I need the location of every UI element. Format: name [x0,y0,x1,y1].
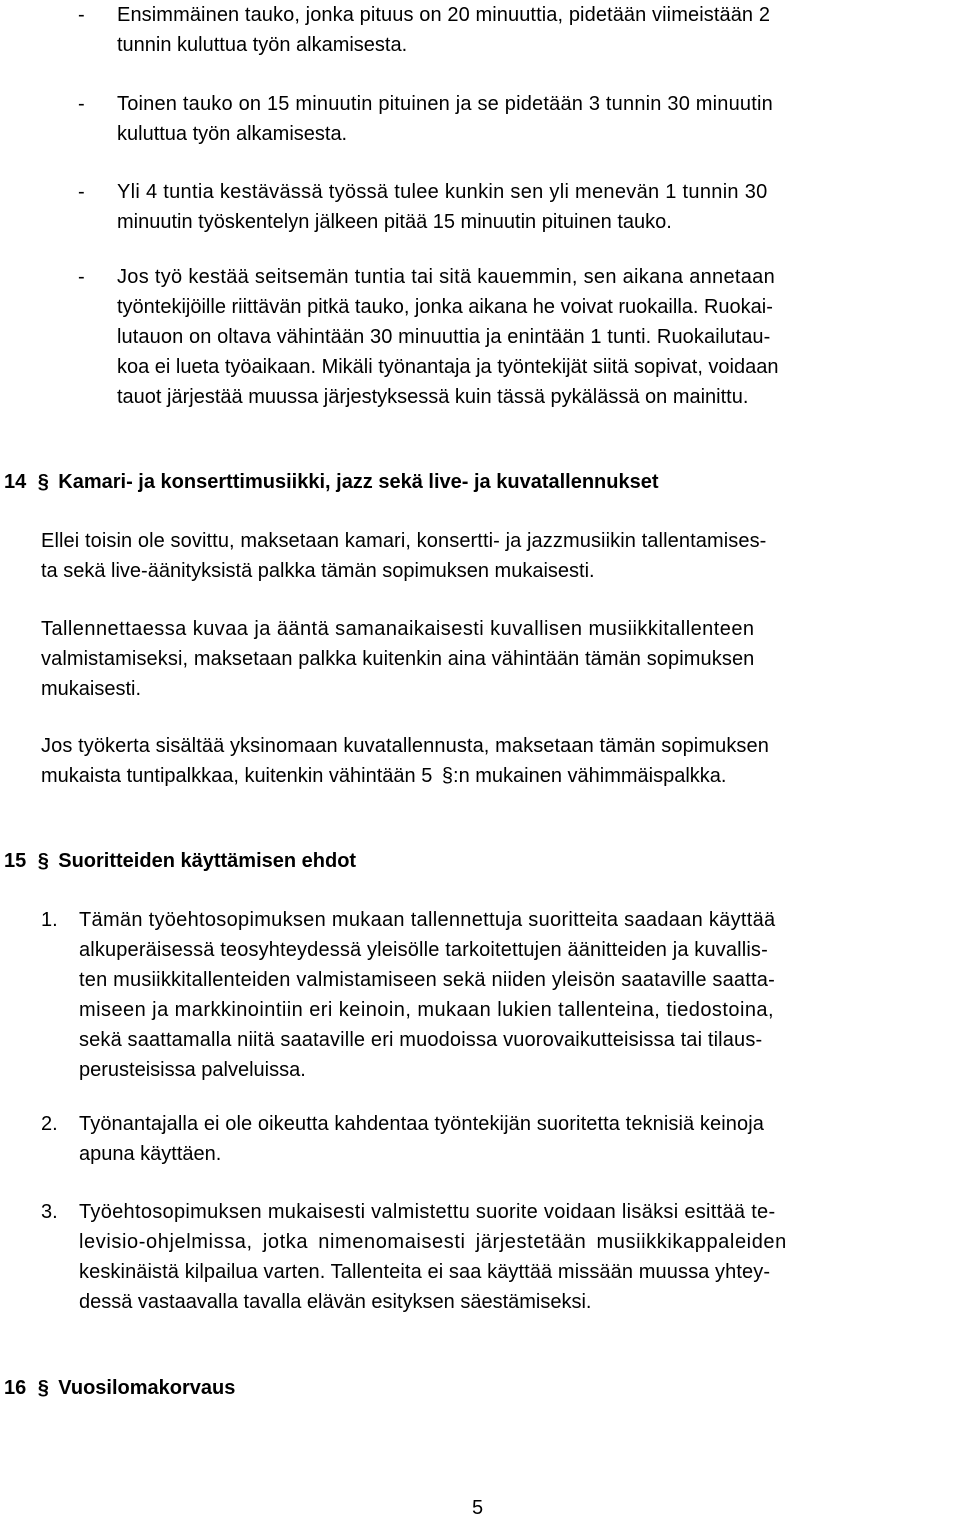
text-line: Työnantajalla ei ole oikeutta kahdentaa työntekijän suoritetta teknisiä keinoja [79,1113,765,1135]
item-number: 3. [41,1201,58,1223]
text-line: miseen ja markkinointiin eri keinoin, mukaan lukien tallenteina, tiedostoina, [79,999,775,1021]
section-15-heading [4,846,356,876]
list-item-text [117,262,957,412]
text-line: apuna käyttäen. [79,1143,222,1165]
text-line: keskinäistä kilpailua varten. Tallenteita ei saa käyttää missään muussa yhtey- [79,1261,771,1283]
text-line: Työehtosopimuksen mukaisesti valmistettu suorite voidaan lisäksi esittää te- [79,1201,776,1223]
list-dash: - [78,93,85,115]
item-number: 2. [41,1113,58,1135]
section-14-heading [4,467,659,497]
section-sign-icon: § [37,471,49,493]
item-text [79,1109,958,1169]
text-line: Ensimmäinen tauko, jonka pituus on 20 minuuttia, pidetään viimeistään 2 [117,4,771,26]
section-number: 16 [4,1377,27,1399]
text-line: Jos työkerta sisältää yksinomaan kuvatallennusta, maksetaan tämän sopimuksen [41,735,769,757]
text-line: Jos työ kestää seitsemän tuntia tai sitä kauemmin, sen aikana annetaan [117,266,776,288]
text-fragment: mukaista tuntipalkkaa, kuitenkin vähintään 5 [41,765,438,787]
text-line: työntekijöille riittävän pitkä tauko, jonka aikana he voivat ruokailla. Ruokai- [117,296,773,318]
section-title: Vuosilomakorvaus [58,1377,236,1399]
section-title: Suoritteiden käyttämisen ehdot [58,850,357,872]
item-text [79,905,958,1085]
section-sign-icon: § [441,765,454,787]
text-line: ta sekä live-äänityksistä palkka tämän sopimuksen mukaisesti. [41,560,595,582]
text-line: mukaisesti. [41,678,142,700]
section-number: 14 [4,471,27,493]
text-line: koa ei lueta työaikaan. Mikäli työnantaja ja työntekijät siitä sopivat, voidaan [117,356,779,378]
list-item-text [117,89,957,149]
text-line: Ellei toisin ole sovittu, maksetaan kamari, konsertti- ja jazzmusiikin tallentamises- [41,530,767,552]
section-16-heading [4,1373,235,1403]
text-line: tauot järjestää muussa järjestyksessä kuin tässä pykälässä on mainittu. [117,386,749,408]
text-line: lutauon on oltava vähintään 30 minuuttia ja enintään 1 tunti. Ruokailutau- [117,326,771,348]
text-line: ten musiikkitallenteiden valmistamiseen sekä niiden yleisön saataville saatta- [79,969,775,991]
paragraph [41,614,958,704]
text-line: Tämän työehtosopimuksen mukaan tallennettuja suoritteita saadaan käyttää [79,909,776,931]
text-fragment: :n mukainen vähimmäispalkka. [453,765,727,787]
paragraph [41,526,958,586]
list-dash: - [78,266,85,288]
text-line: tunnin kuluttua työn alkamisesta. [117,34,408,56]
page-number: 5 [472,1497,484,1519]
text-line: sekä saattamalla niitä saataville eri muodoissa vuorovaikutteisissa tai tilaus- [79,1029,763,1051]
text-line: Toinen tauko on 15 minuutin pituinen ja se pidetään 3 tunnin 30 minuutin [117,93,773,115]
item-text [79,1197,958,1317]
text-line: minuutin työskentelyn jälkeen pitää 15 minuutin pituinen tauko. [117,211,672,233]
text-line: dessä vastaavalla tavalla elävän esityksen säestämiseksi. [79,1291,592,1313]
section-sign-icon: § [37,1377,49,1399]
section-number: 15 [4,850,27,872]
text-line: valmistamiseksi, maksetaan palkka kuitenkin aina vähintään tämän sopimuksen [41,648,755,670]
text-line: kuluttua työn alkamisesta. [117,123,348,145]
text-line: alkuperäisessä teosyhteydessä yleisölle tarkoitettujen äänitteiden ja kuvallis- [79,939,768,961]
list-dash: - [78,4,85,26]
paragraph [41,731,958,791]
text-line: levisio-ohjelmissa, jotka nimenomaisesti järjestetään musiikkikappaleiden [79,1231,787,1253]
text-line [41,761,958,791]
list-dash: - [78,181,85,203]
text-line: Yli 4 tuntia kestävässä työssä tulee kunkin sen yli menevän 1 tunnin 30 [117,181,768,203]
section-title: Kamari- ja konserttimusiikki, jazz sekä live- ja kuvatallennukset [58,471,659,493]
item-number: 1. [41,909,58,931]
section-sign-icon: § [37,850,49,872]
list-item-text [117,177,957,237]
list-item-text [117,0,957,60]
text-line: perusteisissa palveluissa. [79,1059,306,1081]
text-line: Tallennettaessa kuvaa ja ääntä samanaikaisesti kuvallisen musiikkitallenteen [41,618,755,640]
